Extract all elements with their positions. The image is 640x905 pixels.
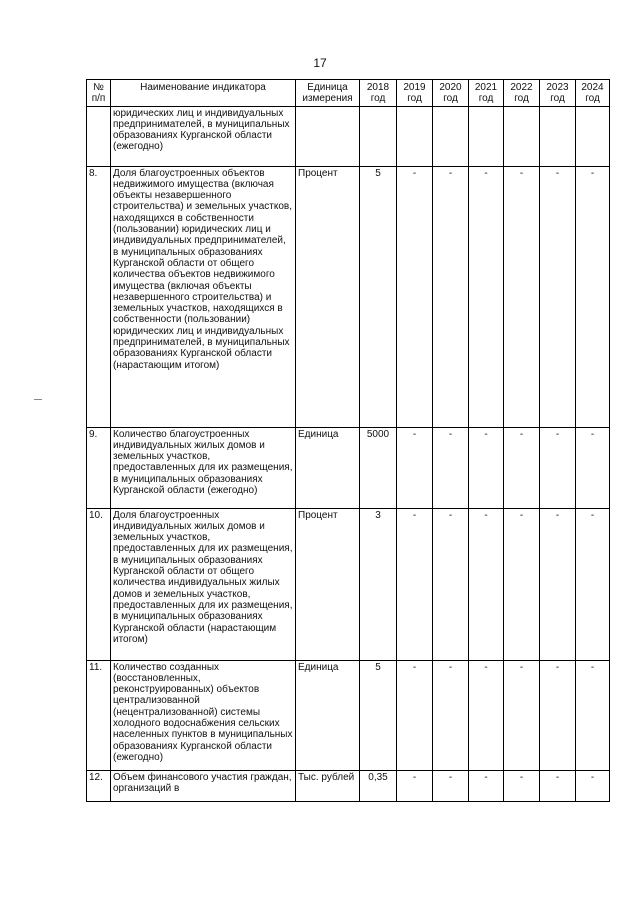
value-cell: - [540, 508, 576, 660]
value-cell: - [397, 427, 433, 508]
indicator-unit: Тыс. рублей [296, 770, 360, 801]
value-cell: - [576, 660, 610, 770]
header-year: 2018 год [360, 80, 397, 107]
value-cell [540, 106, 576, 166]
value-cell: - [469, 427, 504, 508]
value-cell: - [540, 660, 576, 770]
header-year: 2023 год [540, 80, 576, 107]
value-cell: - [397, 660, 433, 770]
value-cell: - [397, 166, 433, 427]
value-cell: 5 [360, 166, 397, 427]
margin-mark [34, 399, 42, 400]
indicator-name: юридических лиц и индивидуальных предпринимателей, в муниципальных образованиях Курганской области (ежегодно) [111, 106, 296, 166]
value-cell: - [540, 427, 576, 508]
value-cell: - [504, 166, 540, 427]
value-cell: - [469, 166, 504, 427]
value-cell: 0,35 [360, 770, 397, 801]
value-cell [433, 106, 469, 166]
table-row [87, 427, 610, 508]
table-header-row [87, 80, 610, 107]
value-cell [469, 106, 504, 166]
indicator-unit [296, 106, 360, 166]
table-row [87, 770, 610, 801]
table-row [87, 660, 610, 770]
indicator-name: Количество созданных (восстановленных, реконструированных) объектов централизованной (нецентрализованной) системы холодного водоснабжения сельских населенных пунктов в муниципальных образованиях Курганской области (ежегодно) [111, 660, 296, 770]
header-num: № п/п [87, 80, 111, 107]
indicator-name: Количество благоустроенных индивидуальных жилых домов и земельных участков, предоставленных для их размещения, в муниципальных образованиях Курганской области (ежегодно) [111, 427, 296, 508]
value-cell: - [576, 508, 610, 660]
value-cell: - [540, 166, 576, 427]
value-cell: - [504, 770, 540, 801]
indicator-unit: Единица [296, 660, 360, 770]
value-cell: - [504, 508, 540, 660]
table-row [87, 508, 610, 660]
indicator-unit: Единица [296, 427, 360, 508]
indicator-unit: Процент [296, 166, 360, 427]
indicator-name: Доля благоустроенных объектов недвижимого имущества (включая объекты незавершенного строительства) и земельных участков, находящихся в собственности (пользовании) юридических лиц и индивидуальных предпринимателей, в муниципальных образованиях Курганской области от общего количества объектов недвижимого имущества (включая объекты незавершенного строительства) и земельных участков, находящихся в собственности (пользовании) юридических лиц и индивидуальных предпринимателей, в муниципальных образованиях Курганской области (нарастающим итогом) [111, 166, 296, 427]
value-cell [397, 106, 433, 166]
header-name: Наименование индикатора [111, 80, 296, 107]
indicator-name: Объем финансового участия граждан, организаций в [111, 770, 296, 801]
value-cell: - [540, 770, 576, 801]
value-cell: - [576, 427, 610, 508]
header-year: 2020 год [433, 80, 469, 107]
row-number [87, 106, 111, 166]
value-cell: 5 [360, 660, 397, 770]
value-cell: - [504, 660, 540, 770]
value-cell: - [469, 770, 504, 801]
value-cell: - [504, 427, 540, 508]
value-cell [576, 106, 610, 166]
table-row [87, 166, 610, 427]
row-number: 8. [87, 166, 111, 427]
row-number: 9. [87, 427, 111, 508]
value-cell: - [433, 508, 469, 660]
value-cell: - [433, 166, 469, 427]
indicator-name: Доля благоустроенных индивидуальных жилых домов и земельных участков, предоставленных для их размещения, в муниципальных образованиях Курганской области от общего количества индивидуальных жилых домов и земельных участков, предоставленных для их размещения, в муниципальных образованиях Курганской области (нарастающим итогом) [111, 508, 296, 660]
header-year: 2024 год [576, 80, 610, 107]
value-cell: - [433, 770, 469, 801]
row-number: 12. [87, 770, 111, 801]
page-number: 17 [313, 56, 327, 70]
value-cell [504, 106, 540, 166]
value-cell: - [576, 166, 610, 427]
value-cell: 5000 [360, 427, 397, 508]
value-cell: - [433, 660, 469, 770]
header-year: 2021 год [469, 80, 504, 107]
value-cell: - [397, 770, 433, 801]
table-row [87, 106, 610, 166]
value-cell: - [433, 427, 469, 508]
indicators-table [86, 79, 610, 802]
value-cell: - [469, 660, 504, 770]
value-cell: - [469, 508, 504, 660]
row-number: 11. [87, 660, 111, 770]
header-unit: Единица измерения [296, 80, 360, 107]
value-cell [360, 106, 397, 166]
value-cell: 3 [360, 508, 397, 660]
header-year: 2022 год [504, 80, 540, 107]
value-cell: - [576, 770, 610, 801]
value-cell: - [397, 508, 433, 660]
indicator-unit: Процент [296, 508, 360, 660]
header-year: 2019 год [397, 80, 433, 107]
row-number: 10. [87, 508, 111, 660]
